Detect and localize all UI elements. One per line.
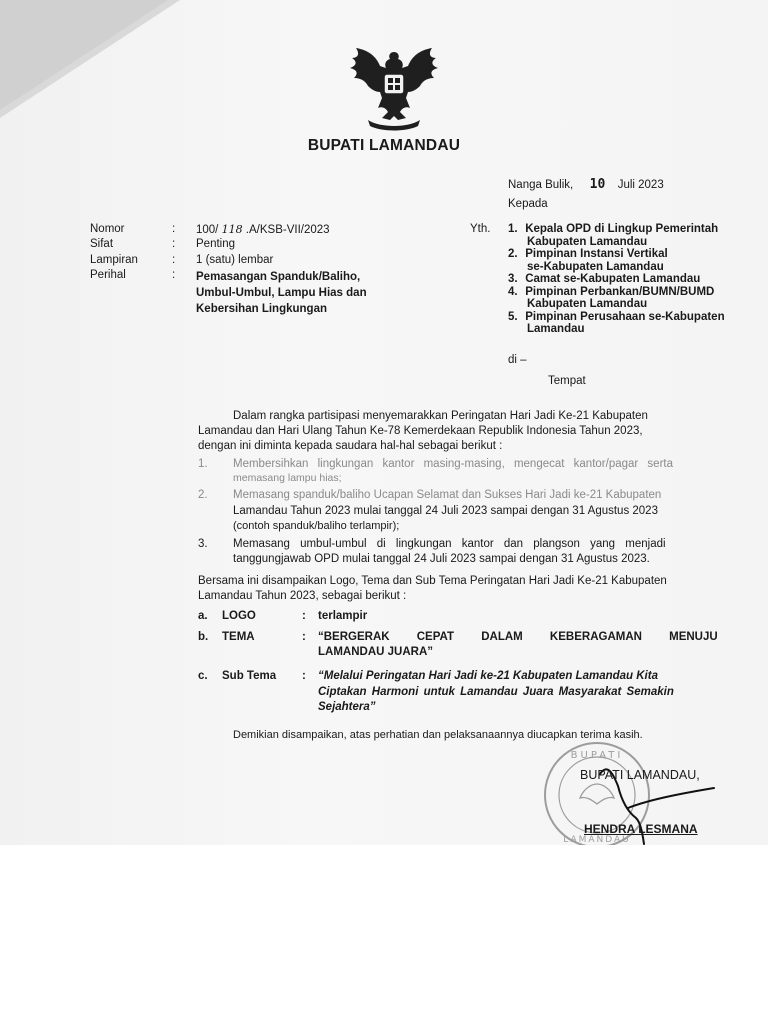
sifat-label: Sifat bbox=[90, 238, 114, 250]
signature-name: HENDRA LESMANA bbox=[584, 822, 698, 836]
recipient-text: Kepala OPD di Lingkup Pemerintah bbox=[525, 223, 719, 235]
lampiran-value: 1 (satu) lembar bbox=[196, 254, 274, 266]
garuda-emblem-icon bbox=[346, 46, 442, 132]
place-label: Nanga Bulik, bbox=[508, 179, 574, 191]
stamp-bottom-text: LAMANDAU bbox=[563, 835, 631, 845]
point-text: Membersihkan lingkungan kantor masing-masing, mengecat kantor/pagar serta bbox=[233, 458, 673, 470]
recipient-item bbox=[508, 273, 725, 286]
item-letter: b. bbox=[198, 631, 209, 643]
lampiran-colon: : bbox=[172, 254, 176, 266]
perihal-line: Umbul-Umbul, Lampu Hias dan bbox=[196, 287, 367, 299]
item-label: LOGO bbox=[222, 610, 256, 622]
kepada-label: Kepada bbox=[508, 198, 548, 210]
recipient-text: Pimpinan Perbankan/BUMN/BUMD bbox=[525, 285, 715, 298]
recipient-item bbox=[508, 223, 725, 236]
recipient-item bbox=[508, 311, 725, 324]
signature-title: BUPATI LAMANDAU, bbox=[580, 768, 700, 782]
item-value: Sejahtera” bbox=[318, 701, 376, 713]
recipient-num: 1. bbox=[508, 223, 518, 235]
lampiran-label: Lampiran bbox=[90, 254, 138, 266]
recipient-num: 3. bbox=[508, 273, 518, 285]
item-value: Ciptakan Harmoni untuk Lamandau Juara Masyarakat Semakin bbox=[318, 686, 674, 698]
bersama-line: Lamandau Tahun 2023, sebagai berikut : bbox=[198, 590, 407, 602]
intro-line: dengan ini diminta kepada saudara hal-hal sebagai berikut : bbox=[198, 440, 503, 452]
header-title: BUPATI LAMANDAU bbox=[307, 137, 461, 154]
recipient-item bbox=[508, 286, 725, 299]
perihal-line: Pemasangan Spanduk/Baliho, bbox=[196, 271, 361, 283]
di-label: di – bbox=[508, 354, 527, 366]
point-text: Lamandau Tahun 2023 mulai tanggal 24 Juli 2023 sampai dengan 31 Agustus 2023 bbox=[233, 505, 658, 517]
point-text: tanggungjawab OPD mulai tanggal 24 Juli 2023 sampai dengan 31 Agustus 2023. bbox=[233, 553, 650, 565]
stamp-top-text: BUPATI bbox=[570, 750, 624, 761]
yth-label: Yth. bbox=[470, 223, 491, 235]
point-num: 1. bbox=[198, 458, 208, 470]
item-colon: : bbox=[302, 631, 306, 643]
nomor-value-suffix: .A/KSB-VII/2023 bbox=[245, 224, 330, 236]
recipient-text: Pimpinan Instansi Vertikal bbox=[525, 248, 668, 260]
day-handwritten: 10 bbox=[589, 177, 606, 192]
recipient-text: Lamandau bbox=[527, 323, 585, 335]
place-date bbox=[508, 178, 664, 192]
item-value: terlampir bbox=[318, 610, 368, 622]
recipient-num: 5. bbox=[508, 310, 518, 323]
item-label: TEMA bbox=[222, 631, 255, 643]
nomor-colon: : bbox=[172, 223, 176, 235]
nomor-value bbox=[196, 223, 330, 237]
point-num: 2. bbox=[198, 489, 208, 501]
perihal-line: Kebersihan Lingkungan bbox=[196, 303, 327, 315]
folded-corner-shadow bbox=[0, 0, 168, 110]
item-colon: : bbox=[302, 670, 306, 682]
point-text: Memasang umbul-umbul di lingkungan kantor dan plangson yang menjadi bbox=[233, 538, 666, 550]
recipient-num: 2. bbox=[508, 248, 518, 260]
item-value: LAMANDAU JUARA” bbox=[318, 646, 433, 658]
point-text: memasang lampu hias; bbox=[233, 472, 342, 484]
recipient-text: Kabupaten Lamandau bbox=[527, 235, 648, 248]
month-year: Juli 2023 bbox=[617, 179, 664, 191]
item-letter: c. bbox=[198, 670, 208, 682]
recipient-text: Pimpinan Perusahaan se-Kabupaten bbox=[525, 310, 725, 323]
recipient-num: 4. bbox=[508, 285, 518, 298]
perihal-colon: : bbox=[172, 269, 176, 281]
sifat-value: Penting bbox=[196, 238, 236, 250]
point-num: 3. bbox=[198, 538, 208, 550]
recipient-list bbox=[508, 223, 725, 336]
sifat-colon: : bbox=[172, 238, 176, 250]
item-colon: : bbox=[302, 610, 306, 622]
perihal-value bbox=[196, 269, 367, 317]
nomor-value-prefix: 100/ bbox=[196, 224, 219, 236]
bersama-line: Bersama ini disampaikan Logo, Tema dan Sub Tema Peringatan Hari Jadi Ke-21 Kabupaten bbox=[198, 575, 667, 587]
point-text: (contoh spanduk/baliho terlampir); bbox=[233, 520, 400, 532]
closing-text: Demikian disampaikan, atas perhatian dan pelaksanaannya diucapkan terima kasih. bbox=[233, 729, 643, 741]
recipient-text: se-Kabupaten Lamandau bbox=[527, 260, 664, 273]
tempat-label: Tempat bbox=[548, 375, 586, 387]
item-value: “BERGERAK CEPAT DALAM KEBERAGAMAN MENUJU bbox=[318, 631, 718, 643]
item-value: “Melalui Peringatan Hari Jadi ke-21 Kabupaten Lamandau Kita bbox=[318, 670, 658, 682]
point-text: Memasang spanduk/baliho Ucapan Selamat dan Sukses Hari Jadi ke-21 Kabupaten bbox=[233, 489, 662, 501]
perihal-label: Perihal bbox=[90, 269, 126, 281]
intro-line: Lamandau dan Hari Ulang Tahun Ke-78 Kemerdekaan Republik Indonesia Tahun 2023, bbox=[198, 425, 643, 437]
nomor-label: Nomor bbox=[90, 223, 125, 235]
item-letter: a. bbox=[198, 610, 208, 622]
intro-line: Dalam rangka partisipasi menyemarakkan Peringatan Hari Jadi Ke-21 Kabupaten bbox=[233, 410, 648, 422]
item-label: Sub Tema bbox=[222, 670, 277, 682]
recipient-item bbox=[508, 248, 725, 261]
recipient-text: Camat se-Kabupaten Lamandau bbox=[525, 273, 701, 285]
nomor-handwritten: 118 bbox=[221, 223, 243, 236]
recipient-text: Kabupaten Lamandau bbox=[527, 298, 648, 310]
